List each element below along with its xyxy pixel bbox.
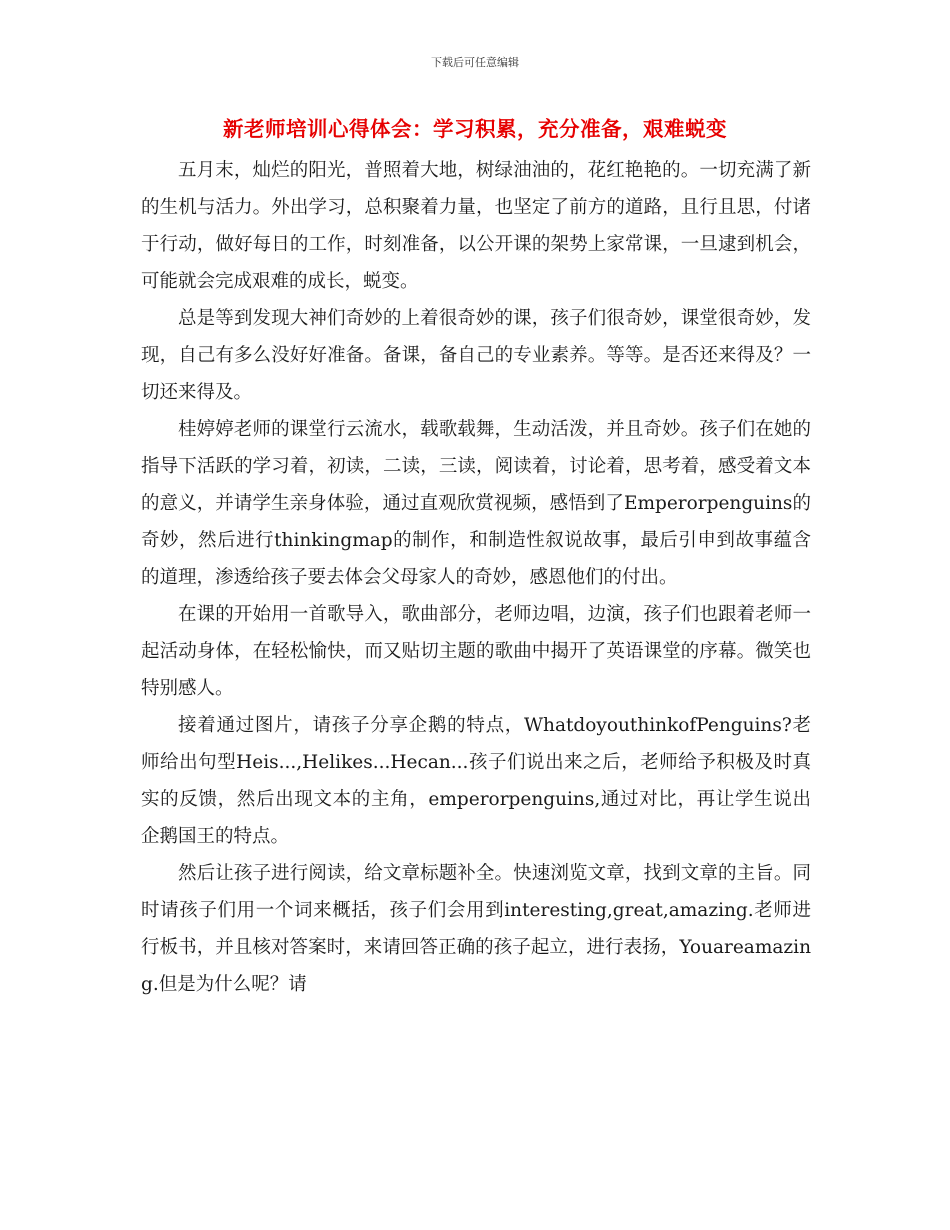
paragraph: 然后让孩子进行阅读，给文章标题补全。快速浏览文章，找到文章的主旨。同时请孩子们用一个词来概括，孩子们会用到interesting,great,amazing.老师进行板书，并且核对答案时，来请回答正确的孩子起立，进行表扬，Youareamazing.但是为什么呢？请 bbox=[141, 863, 811, 995]
page-header: 下载后可任意编辑 bbox=[431, 56, 519, 69]
paragraph: 五月末，灿烂的阳光，普照着大地，树绿油油的，花红艳艳的。一切充满了新的生机与活力。外出学习，总积聚着力量，也坚定了前方的道路，且行且思，付诸于行动，做好每日的工作，时刻准备，以公开课的架势上家常课，一旦逮到机会，可能就会完成艰难的成长，蜕变。 bbox=[141, 160, 811, 292]
paragraph: 接着通过图片，请孩子分享企鹅的特点，WhatdoyouthinkofPenguins?老师给出句型Heis...,Helikes...Hecan...孩子们说出来之后，老师给予积极及时真实的反馈，然后出现文本的主角，emperorpenguins,通过对比，再让学生说出企鹅国王的特点。 bbox=[141, 715, 811, 847]
document-title: 新老师培训心得体会：学习积累，充分准备，艰难蜕变 bbox=[223, 117, 727, 141]
document-body bbox=[141, 152, 811, 1003]
paragraph: 总是等到发现大神们奇妙的上着很奇妙的课，孩子们很奇妙，课堂很奇妙，发现，自己有多么没好好准备。备课，备自己的专业素养。等等。是否还来得及？一切还来得及。 bbox=[141, 308, 811, 403]
paragraph: 在课的开始用一首歌导入，歌曲部分，老师边唱，边演，孩子们也跟着老师一起活动身体，在轻松愉快，而又贴切主题的歌曲中揭开了英语课堂的序幕。微笑也特别感人。 bbox=[141, 604, 811, 699]
paragraph: 桂婷婷老师的课堂行云流水，载歌载舞，生动活泼，并且奇妙。孩子们在她的指导下活跃的学习着，初读，二读，三读，阅读着，讨论着，思考着，感受着文本的意义，并请学生亲身体验，通过直观欣赏视频，感悟到了Emperorpenguins的奇妙，然后进行thinkingmap的制作，和制造性叙说故事，最后引申到故事蕴含的道理，渗透给孩子要去体会父母家人的奇妙，感恩他们的付出。 bbox=[141, 419, 811, 588]
